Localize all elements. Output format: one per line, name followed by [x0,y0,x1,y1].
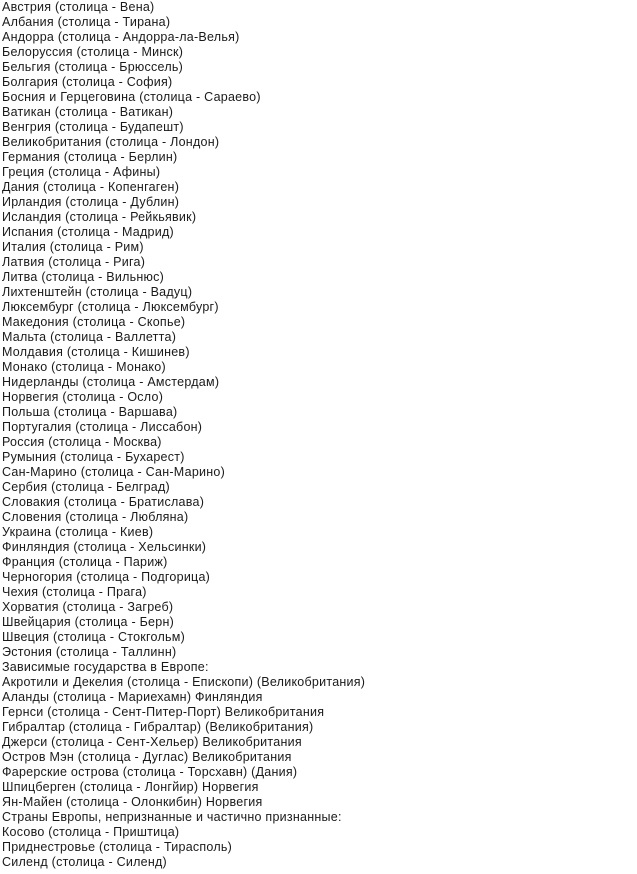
text-line: Черногория (столица - Подгорица) [2,570,211,584]
text-line: Бельгия (столица - Брюссель) [2,60,184,74]
text-line: Аланды (столица - Мариехамн) Финляндия [2,690,263,704]
text-line: Люксембург (столица - Люксембург) [2,300,219,314]
text-line: Силенд (столица - Силенд) [2,855,167,869]
text-line: Страны Европы, непризнанные и частично признанные: [2,810,342,824]
text-line: Исландия (столица - Рейкьявик) [2,210,197,224]
text-line: Норвегия (столица - Осло) [2,390,164,404]
text-line: Финляндия (столица - Хельсинки) [2,540,207,554]
text-line: Акротили и Декелия (столица - Епископи) (Великобритания) [2,675,366,689]
text-line: Хорватия (столица - Загреб) [2,600,174,614]
text-line: Италия (столица - Рим) [2,240,144,254]
text-line: Австрия (столица - Вена) [2,0,155,14]
text-line: Македония (столица - Скопье) [2,315,186,329]
text-line: Ирландия (столица - Дублин) [2,195,180,209]
text-line: Джерси (столица - Сент-Хельер) Великобритания [2,735,302,749]
text-line: Ян-Майен (столица - Олонкибин) Норвегия [2,795,263,809]
text-line: Гибралтар (столица - Гибралтар) (Великобритания) [2,720,314,734]
text-line: Зависимые государства в Европе: [2,660,209,674]
text-line: Россия (столица - Москва) [2,435,162,449]
text-line: Гернси (столица - Сент-Питер-Порт) Великобритания [2,705,325,719]
text-line: Лихтенштейн (столица - Вадуц) [2,285,193,299]
text-line: Ватикан (столица - Ватикан) [2,105,174,119]
text-line: Чехия (столица - Прага) [2,585,147,599]
text-line: Швеция (столица - Стокгольм) [2,630,186,644]
text-line: Венгрия (столица - Будапешт) [2,120,184,134]
text-line: Словакия (столица - Братислава) [2,495,205,509]
text-line: Испания (столица - Мадрид) [2,225,174,239]
text-line: Румыния (столица - Бухарест) [2,450,185,464]
text-line: Мальта (столица - Валлетта) [2,330,177,344]
text-line: Германия (столица - Берлин) [2,150,178,164]
text-line: Шпицберген (столица - Лонгйир) Норвегия [2,780,259,794]
text-line: Фарерские острова (столица - Торсхавн) (Дания) [2,765,298,779]
text-line: Сербия (столица - Белград) [2,480,170,494]
text-line: Нидерланды (столица - Амстердам) [2,375,220,389]
text-line: Сан-Марино (столица - Сан-Марино) [2,465,226,479]
text-line: Босния и Герцеговина (столица - Сараево) [2,90,261,104]
text-line: Португалия (столица - Лиссабон) [2,420,203,434]
text-line: Албания (столица - Тирана) [2,15,171,29]
text-line: Латвия (столица - Рига) [2,255,146,269]
text-line: Греция (столица - Афины) [2,165,161,179]
text-line: Эстония (столица - Таллинн) [2,645,177,659]
text-line: Польша (столица - Варшава) [2,405,178,419]
text-line: Франция (столица - Париж) [2,555,168,569]
text-line: Андорра (столица - Андорра-ла-Велья) [2,30,240,44]
text-line: Монако (столица - Монако) [2,360,166,374]
text-line: Дания (столица - Копенгаген) [2,180,180,194]
text-line: Молдавия (столица - Кишинев) [2,345,190,359]
text-line: Швейцария (столица - Берн) [2,615,175,629]
text-line: Литва (столица - Вильнюс) [2,270,165,284]
country-capital-list [2,0,635,870]
text-line: Болгария (столица - София) [2,75,173,89]
text-line: Украина (столица - Киев) [2,525,154,539]
text-line: Приднестровье (столица - Тирасполь) [2,840,233,854]
text-line: Остров Мэн (столица - Дуглас) Великобритания [2,750,292,764]
text-line: Словения (столица - Любляна) [2,510,189,524]
text-line: Белоруссия (столица - Минск) [2,45,184,59]
text-line: Великобритания (столица - Лондон) [2,135,220,149]
text-line: Косово (столица - Приштица) [2,825,180,839]
